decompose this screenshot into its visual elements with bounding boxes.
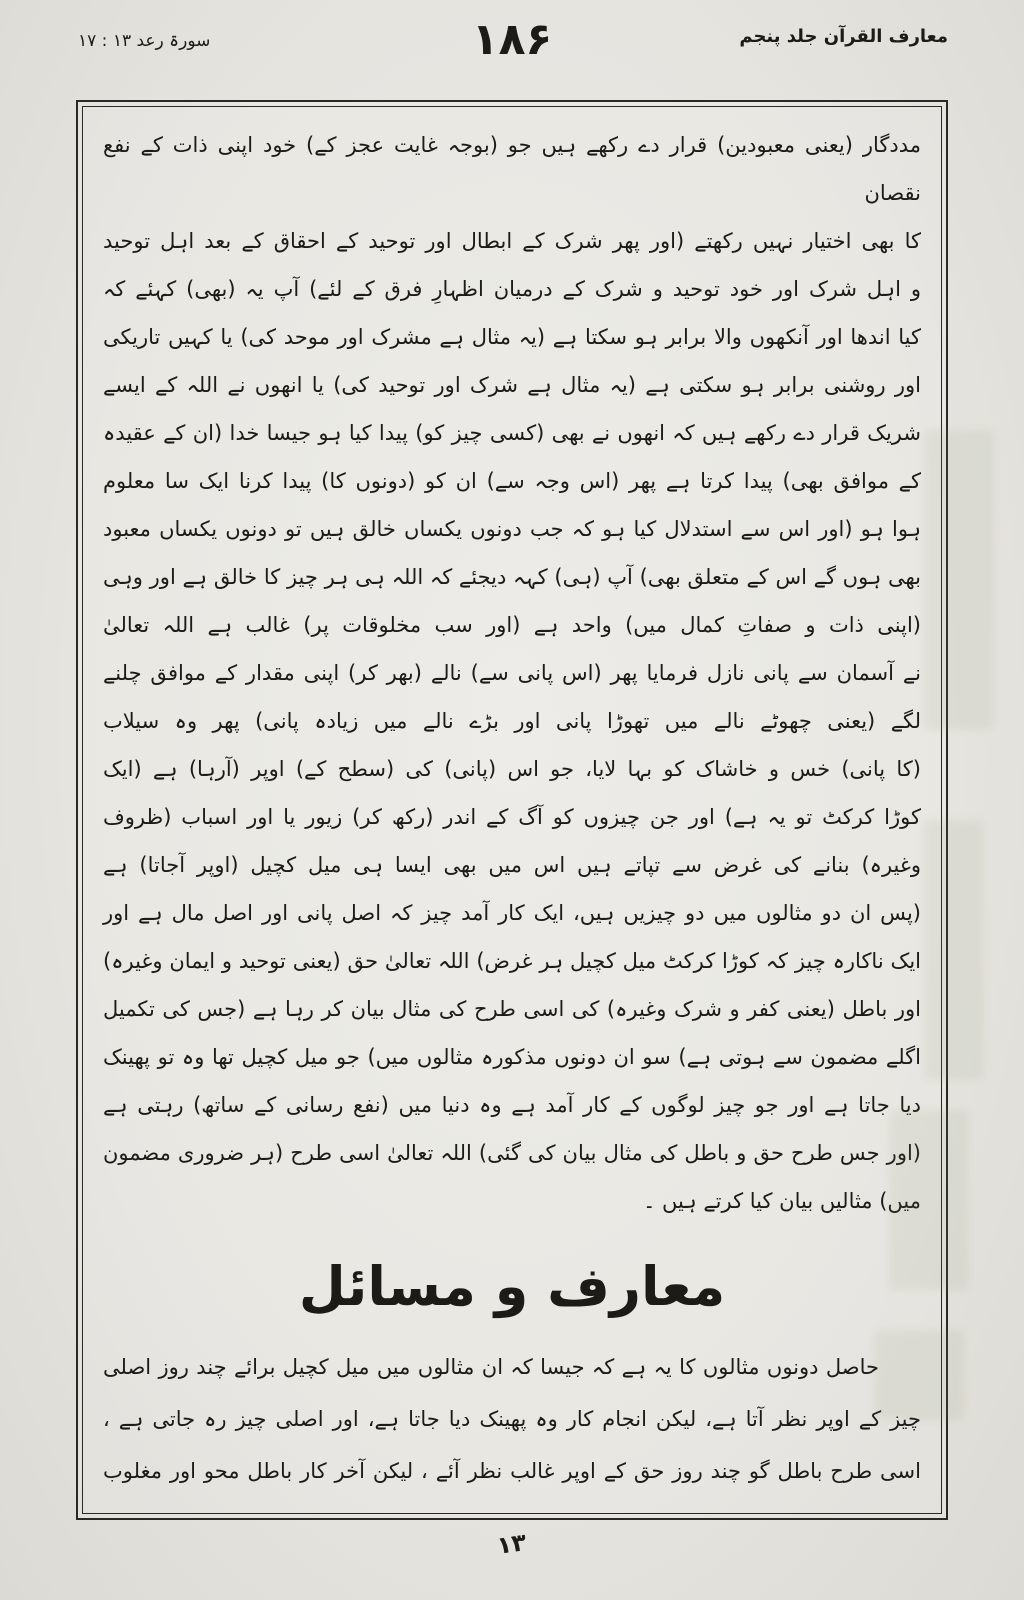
- text-line: لگے (یعنی چھوٹے نالے میں تھوڑا پانی اور بڑے نالے میں زیادہ پانی) پھر وہ سیلاب: [103, 709, 921, 733]
- text-line: اور روشنی برابر ہو سکتی ہے (یہ مثال ہے شرک اور توحید کی) یا انھوں نے اللہ کے ایسے: [103, 373, 921, 397]
- signature-mark: ۱۳: [495, 1528, 529, 1560]
- text-line: نے آسمان سے پانی نازل فرمایا پھر (اس پانی سے) نالے (بھر کر) اپنی مقدار کے موافق چلنے: [103, 661, 921, 685]
- text-line: حاصل دونوں مثالوں کا یہ ہے کہ جیسا کہ ان مثالوں میں میل کچیل برائے چند روز اصلی: [103, 1355, 879, 1379]
- text-line: دیا جاتا ہے اور جو چیز لوگوں کے کار آمد ہے وہ دنیا میں (نفع رسانی کے ساتھ) رہتی ہے: [103, 1093, 921, 1117]
- text-line: مددگار (یعنی معبودین) قرار دے رکھے ہیں جو (بوجہ غایت عجز کے) خود اپنی ذات کے نفع نقصان: [103, 133, 921, 205]
- page-number: ۱۸۶: [471, 14, 553, 65]
- text-line: اگلے مضمون سے ہوتی ہے) سو ان دونوں مذکورہ مثالوں میں) جو میل کچیل تھا وہ تو پھینک: [103, 1045, 921, 1069]
- text-line: میں) مثالیں بیان کیا کرتے ہیں ۔: [643, 1189, 921, 1213]
- page-footer: [0, 1530, 1024, 1558]
- text-line: (پس ان دو مثالوں میں دو چیزیں ہیں، ایک کار آمد چیز کہ اصل پانی اور اصل مال ہے اور: [103, 901, 921, 925]
- text-line: چیز کے اوپر نظر آتا ہے، لیکن انجام کار وہ پھینک دیا جاتا ہے، اور اصلی چیز رہ جاتی ہے ،: [103, 1407, 921, 1431]
- text-line: کے موافق بھی) پیدا کرتا ہے پھر (اس وجہ سے) ان کو (دونوں کا) پیدا کرنا ایک سا معلوم: [103, 469, 921, 493]
- text-border-frame-inner: [82, 106, 942, 1514]
- text-line: اور باطل (یعنی کفر و شرک وغیرہ) کی اسی طرح کی مثال بیان کر رہا ہے (جس کی تکمیل: [103, 997, 921, 1021]
- book-title: معارف القرآن جلد پنجم: [739, 26, 948, 47]
- text-line: و اہل شرک اور خود توحید و شرک کے درمیان اظہارِ فرق کے لئے) آپ یہ (بھی) کہئے کہ: [103, 277, 921, 301]
- text-line: ایک ناکارہ چیز کہ کوڑا کرکٹ میل کچیل ہر غرض) اللہ تعالیٰ حق (یعنی توحید و ایمان وغیرہ): [103, 949, 921, 973]
- text-line: بھی ہوں گے اس کے متعلق بھی) آپ (ہی) کہہ دیجئے کہ اللہ ہی ہر چیز کا خالق ہے اور وہی: [103, 565, 921, 589]
- text-line: (کا پانی) خس و خاشاک کو بہا لایا، جو اس (پانی) کی (سطح کے) اوپر (آرہا) ہے (ایک: [103, 757, 921, 781]
- translation-paragraph: [103, 121, 921, 1225]
- surah-reference: سورۃ رعد ۱۳ : ۱۷: [78, 31, 211, 51]
- commentary-paragraph: [103, 1341, 921, 1497]
- text-line: کیا اندھا اور آنکھوں والا برابر ہو سکتا ہے (یہ مثال ہے مشرک اور موحد کی) یا کہیں تاریکی: [103, 325, 921, 349]
- text-line: (اور جس طرح حق و باطل کی مثال بیان کی گئی) اللہ تعالیٰ اسی طرح (ہر ضروری مضمون: [103, 1141, 921, 1165]
- text-border-frame: [76, 100, 948, 1520]
- text-line: (اپنی ذات و صفاتِ کمال میں) واحد ہے (اور سب مخلوقات پر) غالب ہے اللہ تعالیٰ: [103, 613, 921, 637]
- text-line: شریک قرار دے رکھے ہیں کہ انھوں نے بھی (کسی چیز کو) پیدا کیا ہو جیسا خدا (ان کے عقیدہ: [103, 421, 921, 445]
- text-line: اسی طرح باطل گو چند روز حق کے اوپر غالب نظر آئے ، لیکن آخر کار باطل محو اور مغلوب: [103, 1459, 921, 1483]
- text-line: وغیرہ) بنانے کی غرض سے تپاتے ہیں اس میں بھی ایسا ہی میل کچیل (اوپر آجاتا) ہے: [103, 853, 921, 877]
- section-heading: معارف و مسائل: [298, 1255, 726, 1318]
- text-line: کا بھی اختیار نہیں رکھتے (اور پھر شرک کے ابطال اور توحید کے احقاق کے بعد اہل توحید: [103, 229, 921, 253]
- text-line: کوڑا کرکٹ تو یہ ہے) اور جن چیزوں کو آگ کے اندر (رکھ کر) زیور یا اور اسباب (ظروف: [103, 805, 921, 829]
- text-line: ہوا ہو (اور اس سے استدلال کیا ہو کہ جب دونوں یکساں خالق ہیں تو دونوں یکساں معبود: [103, 517, 921, 541]
- page-header: [0, 0, 1024, 86]
